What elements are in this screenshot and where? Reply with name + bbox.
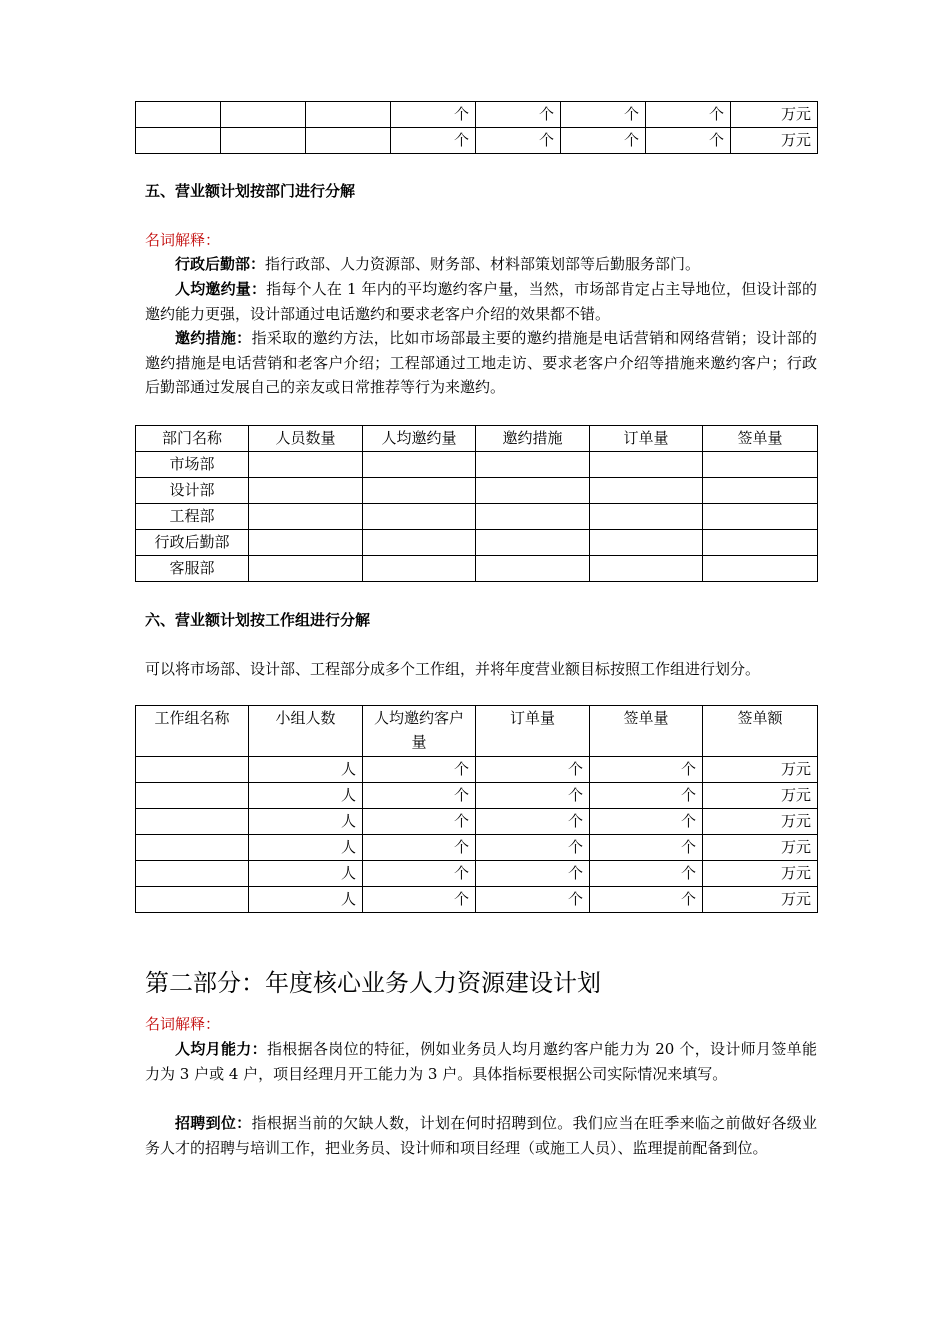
table-cell — [363, 452, 476, 478]
table-cell — [476, 556, 590, 582]
table-cell: 个 — [476, 128, 561, 154]
table-cell: 个 — [561, 128, 646, 154]
table-cell — [703, 452, 818, 478]
table-cell: 人员数量 — [249, 426, 363, 452]
table-cell — [476, 530, 590, 556]
table-cell: 个 — [391, 128, 476, 154]
table-cell: 小组人数 — [249, 706, 363, 757]
table-cell — [703, 478, 818, 504]
table-cell: 人均邀约客户量 — [363, 706, 476, 757]
table-row — [136, 530, 818, 556]
table-cell: 个 — [476, 809, 590, 835]
table-cell: 人 — [249, 757, 363, 783]
table-cell: 个 — [590, 757, 703, 783]
table-cell — [221, 102, 306, 128]
table-cell: 个 — [363, 887, 476, 913]
table-cell: 个 — [363, 783, 476, 809]
table-row — [136, 783, 818, 809]
glossary-label: 名词解释： — [145, 1015, 221, 1033]
table-cell: 个 — [476, 783, 590, 809]
table-cell — [136, 757, 249, 783]
table-cell: 个 — [476, 861, 590, 887]
term-name: 人均月能力： — [175, 1040, 267, 1058]
table-cell — [703, 504, 818, 530]
table-cell — [590, 452, 703, 478]
table-cell: 客服部 — [136, 556, 249, 582]
table-cell: 万元 — [703, 861, 818, 887]
table-cell — [476, 504, 590, 530]
table-row — [136, 102, 818, 128]
table-header-row — [136, 426, 818, 452]
term-paragraph — [145, 277, 817, 326]
glossary-label: 名词解释： — [145, 231, 221, 249]
table-cell: 万元 — [703, 887, 818, 913]
term-name: 招聘到位： — [175, 1114, 252, 1132]
continuation-table — [135, 101, 818, 154]
table-cell — [590, 556, 703, 582]
table-cell — [221, 128, 306, 154]
part2-title: 第二部分：年度核心业务人力资源建设计划 — [145, 969, 601, 997]
table-cell: 个 — [363, 757, 476, 783]
table-cell: 人 — [249, 809, 363, 835]
table-row — [136, 504, 818, 530]
table-cell: 市场部 — [136, 452, 249, 478]
table-cell: 万元 — [731, 102, 818, 128]
table-cell — [363, 530, 476, 556]
table-cell: 个 — [590, 861, 703, 887]
table-cell — [136, 887, 249, 913]
term-paragraph — [145, 1111, 817, 1160]
table-cell: 个 — [590, 783, 703, 809]
table-cell: 个 — [363, 835, 476, 861]
table-cell: 个 — [590, 835, 703, 861]
table-cell: 万元 — [731, 128, 818, 154]
table-cell: 人均邀约量 — [363, 426, 476, 452]
table-cell — [590, 478, 703, 504]
table-cell — [476, 452, 590, 478]
table-cell: 人 — [249, 861, 363, 887]
table-cell — [363, 504, 476, 530]
section6-intro: 可以将市场部、设计部、工程部分成多个工作组，并将年度营业额目标按照工作组进行划分。 — [145, 660, 761, 678]
table-cell — [136, 128, 221, 154]
table-cell: 个 — [476, 757, 590, 783]
table-cell — [136, 809, 249, 835]
table-cell: 个 — [391, 102, 476, 128]
table-header-row — [136, 706, 818, 757]
term-desc: 指根据各岗位的特征，例如业务员人均月邀约客户能力为 20 个，设计师月签单能力为 3 户或 4 户，项目经理月开工能力为 3 户。具体指标要根据公司实际情况来填写。 — [145, 1040, 817, 1083]
table-cell: 个 — [476, 835, 590, 861]
table-cell: 工程部 — [136, 504, 249, 530]
table-cell: 万元 — [703, 809, 818, 835]
table-cell: 签单量 — [703, 426, 818, 452]
table-cell — [590, 530, 703, 556]
term-paragraph — [145, 326, 817, 400]
table-cell: 人 — [249, 887, 363, 913]
term-desc: 指采取的邀约方法，比如市场部最主要的邀约措施是电话营销和网络营销；设计部的邀约措施是电话营销和老客户介绍；工程部通过工地走访、要求老客户介绍等措施来邀约客户；行政后勤部通过发展自己的亲友或日常推荐等行为来邀约。 — [145, 329, 817, 396]
table-cell — [363, 478, 476, 504]
table-row — [136, 128, 818, 154]
table-cell — [249, 530, 363, 556]
term-name: 邀约措施： — [175, 329, 252, 347]
table-cell: 个 — [590, 887, 703, 913]
term-desc: 指根据当前的欠缺人数，计划在何时招聘到位。我们应当在旺季来临之前做好各级业务人才的招聘与培训工作，把业务员、设计师和项目经理（或施工人员）、监理提前配备到位。 — [145, 1114, 817, 1157]
table-cell — [249, 452, 363, 478]
term-name: 行政后勤部： — [175, 255, 266, 273]
section5-heading: 五、营业额计划按部门进行分解 — [145, 182, 356, 200]
table-cell: 万元 — [703, 757, 818, 783]
table-row — [136, 452, 818, 478]
term-desc: 指行政部、人力资源部、财务部、材料部策划部等后勤服务部门。 — [265, 255, 701, 273]
table-cell: 人 — [249, 783, 363, 809]
table-cell: 设计部 — [136, 478, 249, 504]
table-cell: 万元 — [703, 783, 818, 809]
table-cell: 工作组名称 — [136, 706, 249, 757]
table-row — [136, 556, 818, 582]
table-cell: 部门名称 — [136, 426, 249, 452]
table-row — [136, 861, 818, 887]
table-cell — [476, 478, 590, 504]
table-cell: 邀约措施 — [476, 426, 590, 452]
table-cell: 人 — [249, 835, 363, 861]
table-row — [136, 757, 818, 783]
table-cell — [136, 861, 249, 887]
table-cell — [249, 556, 363, 582]
table-cell — [306, 102, 391, 128]
workgroup-table — [135, 705, 818, 913]
table-cell: 签单额 — [703, 706, 818, 757]
table-cell: 个 — [363, 861, 476, 887]
table-cell — [136, 783, 249, 809]
term-paragraph — [145, 252, 817, 277]
table-cell — [703, 556, 818, 582]
table-cell: 万元 — [703, 835, 818, 861]
table-cell: 个 — [646, 128, 731, 154]
table-cell: 订单量 — [590, 426, 703, 452]
table-cell — [703, 530, 818, 556]
department-table — [135, 425, 818, 582]
table-cell — [249, 504, 363, 530]
table-cell — [136, 835, 249, 861]
table-cell — [136, 102, 221, 128]
term-paragraph — [145, 1037, 817, 1086]
term-desc: 指每个人在 1 年内的平均邀约客户量，当然，市场部肯定占主导地位，但设计部的邀约能力更强，设计部通过电话邀约和要求老客户介绍的效果都不错。 — [145, 280, 817, 323]
table-cell — [249, 478, 363, 504]
table-cell — [363, 556, 476, 582]
table-cell: 行政后勤部 — [136, 530, 249, 556]
table-row — [136, 887, 818, 913]
table-cell — [306, 128, 391, 154]
section6-heading: 六、营业额计划按工作组进行分解 — [145, 611, 371, 629]
table-row — [136, 478, 818, 504]
table-row — [136, 835, 818, 861]
table-cell: 订单量 — [476, 706, 590, 757]
term-name: 人均邀约量： — [175, 280, 267, 298]
table-cell — [590, 504, 703, 530]
table-row — [136, 809, 818, 835]
table-cell: 个 — [363, 809, 476, 835]
table-cell: 个 — [476, 887, 590, 913]
table-cell: 个 — [476, 102, 561, 128]
table-cell: 个 — [590, 809, 703, 835]
table-cell: 个 — [646, 102, 731, 128]
table-cell: 个 — [561, 102, 646, 128]
table-cell: 签单量 — [590, 706, 703, 757]
